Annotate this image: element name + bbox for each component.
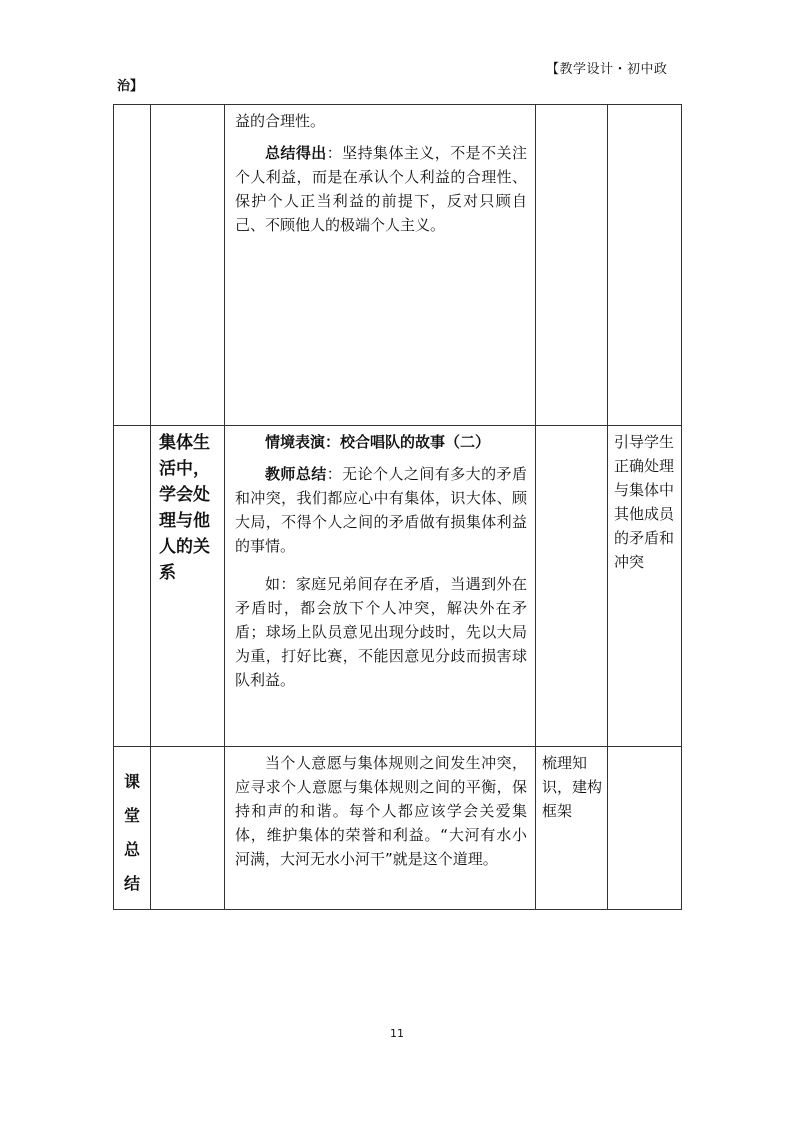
content-paragraph: 当个人意愿与集体规则之间发生冲突，应寻求个人意愿与集体规则之间的平衡，保持和声的和谐。每个人都应该学会关爱集体，维护集体的荣誉和利益。“大河有水小河满，大河无水小河干”就是这个道理。 <box>235 754 527 868</box>
content-cell <box>225 426 536 747</box>
stage-cell <box>114 105 151 426</box>
intent-cell <box>608 105 682 426</box>
table-row-relationships <box>114 426 682 747</box>
table-row-summary <box>114 747 682 910</box>
stage-label: 课 堂 总 结 <box>123 772 140 893</box>
page-number: 11 <box>390 1027 404 1040</box>
header-title-right: 【教学设计・初中政 <box>546 62 668 77</box>
topic-cell <box>151 105 225 426</box>
topic-cell <box>151 747 225 910</box>
stage-cell <box>114 747 151 910</box>
activity-cell <box>536 426 608 747</box>
content-paragraph: 教师总结：无论个人之间有多大的矛盾和冲突，我们都应心中有集体，识大体、顾大局，不得个人之间的矛盾做有损集体利益的事情。 <box>235 465 527 555</box>
paragraph-lead: 总结得出 <box>265 144 327 162</box>
content-cell <box>225 747 536 910</box>
activity-cell <box>536 105 608 426</box>
stage-cell <box>114 426 151 747</box>
content-paragraph: 如：家庭兄弟间存在矛盾，当遇到外在矛盾时，都会放下个人冲突，解决外在矛盾；球场上队员意见出现分歧时，先以大局为重，打好比赛，不能因意见分歧而损害球队利益。 <box>235 575 527 689</box>
header-title-left: 治】 <box>117 79 144 94</box>
student-activity: 梳理知识，建构框架 <box>542 754 603 820</box>
content-paragraph: 总结得出：坚持集体主义，不是不关注个人利益，而是在承认个人利益的合理性、保护个人正当利益的前提下，反对只顾自己、不顾他人的极端个人主义。 <box>235 144 527 234</box>
intent-cell <box>608 747 682 910</box>
paragraph-lead: 教师总结 <box>265 465 327 483</box>
lesson-plan-table <box>113 104 682 910</box>
design-intent: 引导学生正确处理与集体中其他成员的矛盾和冲突 <box>614 433 675 571</box>
content-cell <box>225 105 536 426</box>
topic-cell <box>151 426 225 747</box>
intent-cell <box>608 426 682 747</box>
content-paragraph: 益的合理性。 <box>235 112 326 130</box>
topic-title: 集体生活中，学会处理与他人的关系 <box>159 433 210 583</box>
table-row-continued <box>114 105 682 426</box>
content-heading: 情境表演：校合唱队的故事（二） <box>265 433 491 451</box>
activity-cell <box>536 747 608 910</box>
